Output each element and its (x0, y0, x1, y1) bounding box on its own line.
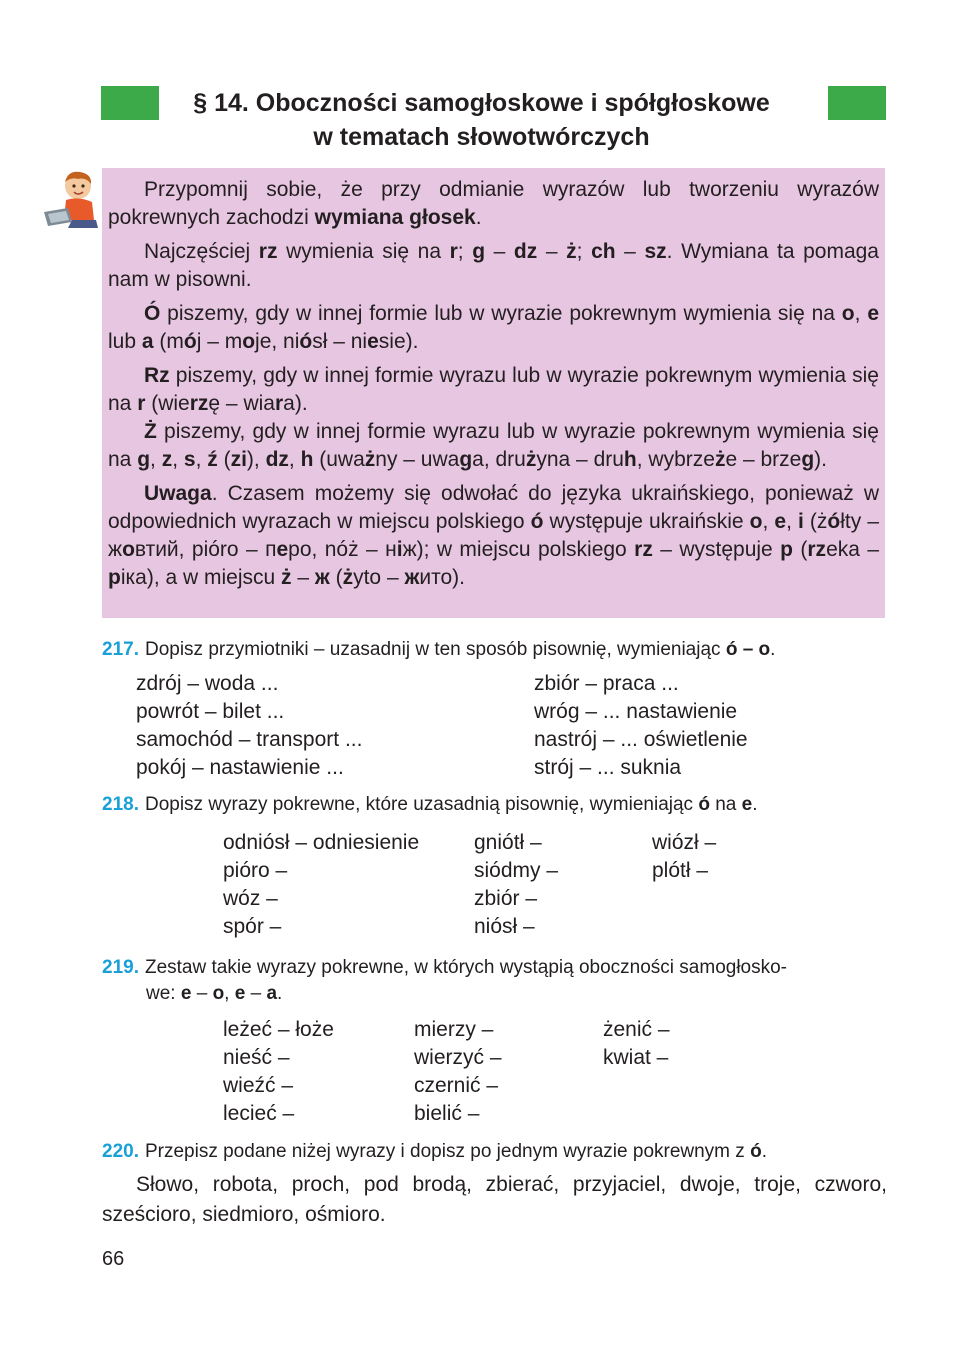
rule-paragraph: Najczęściej rz wymienia się na r; g – dz – ż; ch – sz. Wymiana ta pomaga nam w pisowni. (108, 240, 879, 291)
word-item: odniósł – odniesienie (223, 831, 420, 854)
exercise-218-column-1 (223, 829, 419, 941)
exercise-217-instruction: 217. Dopisz przymiotniki – uzasadnij w ten sposób pisownię, wymieniając ó – o. (102, 639, 776, 660)
rule-paragraph: Uwaga. Czasem możemy się odwołać do języka ukraińskiego, ponieważ w odpowiednich wyrazach w miejscu polskiego ó występuje ukraińskie o, e, i (żółty – жовтий, pióro – перо, nóż – ніж); w miejscu polskiego rz – występuje р (rzeka – ріка), a w miejscu ż – ж (żyto – жито). (108, 482, 880, 589)
word-item: pokój – nastawienie ... (136, 756, 344, 779)
word-item: powrót – bilet ... (136, 700, 285, 723)
word-item: leżeć – łoże (223, 1018, 334, 1041)
exercise-218-instruction: 218. Dopisz wyrazy pokrewne, które uzasadnią pisownię, wymieniając ó na e. (102, 794, 758, 815)
title-line-1: § 14. Oboczności samogłoskowe i spółgłoskowe (193, 89, 770, 117)
word-item: wierzyć – (414, 1046, 502, 1069)
word-item: zbiór – (474, 887, 538, 910)
word-item: lecieć – (223, 1102, 295, 1125)
word-item: gniótł – (474, 831, 542, 854)
word-item: pióro – (223, 859, 288, 882)
word-item: wieźć – (223, 1074, 294, 1097)
exercise-number: 217. (102, 639, 139, 660)
exercise-number: 220. (102, 1141, 139, 1162)
boy-with-laptop-icon (38, 168, 102, 232)
rule-paragraph: Ż piszemy, gdy w innej formie wyrazu lub w wyrazie pokrewnym wymienia się na g, z, s, ź (zi), dz, h (uważny – uwaga, drużyna – druh, wybrzeże – brzeg). (108, 420, 879, 471)
word-item: strój – ... suknia (534, 756, 682, 779)
word-item: plótł – (652, 859, 709, 882)
exercise-217-right-column (534, 670, 748, 782)
word-item: niósł – (474, 915, 535, 938)
word-item: zbiór – praca ... (534, 672, 679, 695)
exercise-219-instruction: 219. Zestaw takie wyrazy pokrewne, w których wystąpią oboczności samogłosko- we: e – o, e – a. (102, 957, 788, 1004)
word-item: mierzy – (414, 1018, 494, 1041)
rule-paragraph: Przypomnij sobie, że przy odmianie wyrazów lub tworzeniu wyrazów pokrewnych zachodzi wymiana głosek. (108, 178, 879, 229)
word-item: wóz – (223, 887, 278, 910)
word-item: wróg – ... nastawienie (534, 700, 738, 723)
exercise-218-column-3 (652, 829, 716, 885)
page-number: 66 (102, 1248, 125, 1270)
title-line-2: w tematach słowotwórczych (313, 123, 650, 151)
word-item: nieść – (223, 1046, 290, 1069)
word-item: wiózł – (652, 831, 717, 854)
word-item: siódmy – (474, 859, 559, 882)
page-title (0, 86, 963, 154)
rule-paragraph: Ó piszemy, gdy w innej formie lub w wyrazie pokrewnym wymienia się na o, e lub a (mój – moje, niósł – niesie). (108, 302, 879, 353)
word-item: bielić – (414, 1102, 480, 1125)
word-item: nastrój – ... oświetlenie (534, 728, 748, 751)
exercise-218-column-2 (474, 829, 558, 941)
exercise-217-left-column (136, 670, 362, 782)
word-item: zdrój – woda ... (136, 672, 279, 695)
exercise-220-words (102, 1170, 887, 1230)
word-item: samochód – transport ... (136, 728, 363, 751)
exercise-220-instruction: 220. Przepisz podane niżej wyrazy i dopisz po jednym wyrazie pokrewnym z ó. (102, 1141, 767, 1162)
exercise-219-column-1 (223, 1016, 334, 1128)
word-item: spór – (223, 915, 282, 938)
word-item: żenić – (603, 1018, 670, 1041)
exercise-number: 218. (102, 794, 139, 815)
rule-box (102, 168, 885, 618)
word-item: kwiat – (603, 1046, 669, 1069)
word-list: Słowo, robota, proch, pod brodą, zbierać, przyjaciel, dwoje, troje, czworo, sześcioro, siedmioro, ośmioro. (102, 1173, 887, 1226)
exercise-number: 219. (102, 957, 139, 978)
exercise-219-column-2 (414, 1016, 502, 1128)
word-item: czernić – (414, 1074, 499, 1097)
rule-paragraph: Rz piszemy, gdy w innej formie wyrazu lub w wyrazie pokrewnym wymienia się na r (wierzę – wiara). (108, 364, 879, 415)
exercise-219-column-3 (603, 1016, 670, 1072)
